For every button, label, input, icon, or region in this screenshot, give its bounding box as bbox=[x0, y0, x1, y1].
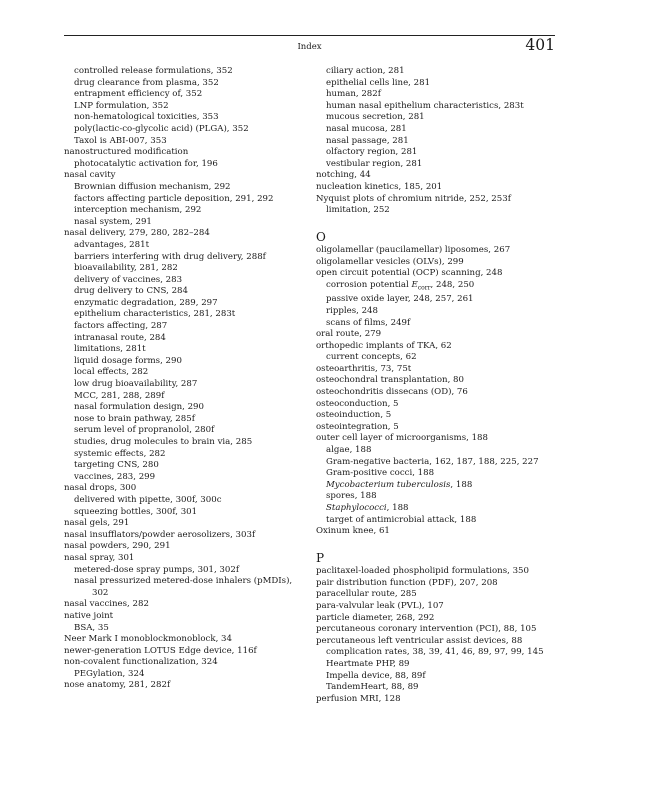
index-subentry: intranasal route, 284 bbox=[74, 332, 166, 343]
index-subentry: BSA, 35 bbox=[74, 622, 109, 633]
index-entry: paclitaxel-loaded phospholipid formulations, 350 bbox=[316, 566, 529, 577]
index-entry: osteoconduction, 5 bbox=[316, 398, 399, 409]
index-subentry: limitation, 252 bbox=[326, 205, 390, 216]
index-subentry: factors affecting, 287 bbox=[74, 321, 168, 332]
index-subentry: bioavailability, 281, 282 bbox=[74, 263, 178, 274]
index-entry: nasal drops, 300 bbox=[64, 483, 137, 494]
index-entry: nasal gels, 291 bbox=[64, 518, 130, 529]
index-spacer bbox=[316, 217, 556, 229]
index-subentry: Impella device, 88, 89f bbox=[326, 670, 426, 681]
index-subentry: Taxol is ABI-007, 353 bbox=[74, 135, 167, 146]
index-subentry: low drug bioavailability, 287 bbox=[74, 379, 198, 390]
index-subentry: ciliary action, 281 bbox=[326, 66, 405, 76]
index-subentry: local effects, 282 bbox=[74, 367, 149, 378]
running-head-title: Index bbox=[297, 42, 322, 52]
index-entry: non-covalent functionalization, 324 bbox=[64, 657, 218, 668]
index-entry: nasal insufflators/powder aerosolizers, 303f bbox=[64, 529, 256, 540]
index-subentry: Mycobacterium tuberculosis, 188 bbox=[326, 479, 473, 490]
index-entry: orthopedic implants of TKA, 62 bbox=[316, 340, 452, 351]
index-entry: osteoarthritis, 73, 75t bbox=[316, 363, 412, 374]
index-entry: osteochondritis dissecans (OD), 76 bbox=[316, 387, 468, 398]
index-subentry: vestibular region, 281 bbox=[326, 158, 423, 169]
index-subentry: factors affecting particle deposition, 291, 292 bbox=[74, 193, 274, 204]
index-subentry: metered-dose spray pumps, 301, 302f bbox=[74, 564, 240, 575]
index-subentry: human, 282f bbox=[326, 89, 381, 100]
index-entry: osteointegration, 5 bbox=[316, 421, 399, 432]
running-head bbox=[64, 38, 555, 58]
index-entry: paracellular route, 285 bbox=[316, 589, 417, 600]
index-entry: open circuit potential (OCP) scanning, 248 bbox=[316, 268, 503, 279]
index-subentry: Brownian diffusion mechanism, 292 bbox=[74, 181, 231, 192]
index-subentry: Gram-positive cocci, 188 bbox=[326, 468, 435, 479]
index-entry: osteochondral transplantation, 80 bbox=[316, 375, 464, 386]
index-subentry: Staphylococci, 188 bbox=[326, 503, 409, 513]
index-entry: nose anatomy, 281, 282f bbox=[64, 680, 171, 691]
index-subentry: 302 bbox=[92, 587, 109, 598]
index-subentry: nasal formulation design, 290 bbox=[74, 402, 204, 413]
index-subentry: photocatalytic activation for, 196 bbox=[74, 158, 218, 169]
index-entry: oral route, 279 bbox=[316, 329, 382, 340]
index-subentry: ripples, 248 bbox=[326, 305, 378, 316]
index-entry: native joint bbox=[64, 610, 114, 621]
index-subentry: passive oxide layer, 248, 257, 261 bbox=[326, 294, 474, 305]
index-subentry: corrosion potential $E_{corr}$, 248, 250 bbox=[326, 280, 475, 292]
index-subentry: interception mechanism, 292 bbox=[74, 205, 202, 216]
index-entry: osteoinduction, 5 bbox=[316, 410, 392, 421]
index-entry: nasal spray, 301 bbox=[64, 552, 135, 563]
index-subentry: complication rates, 38, 39, 41, 46, 89, 97, 99, 145 bbox=[326, 647, 544, 658]
index-entry: nanostructured modification bbox=[64, 147, 189, 158]
index-subentry: target of antimicrobial attack, 188 bbox=[326, 514, 477, 525]
index-section-letter: O bbox=[316, 230, 326, 245]
index-subentry: serum level of propranolol, 280f bbox=[74, 425, 215, 436]
index-subentry: limitations, 281t bbox=[74, 344, 146, 355]
index-subentry: squeezing bottles, 300f, 301 bbox=[74, 506, 198, 517]
index-subentry: barriers interfering with drug delivery, 288f bbox=[74, 251, 266, 262]
index-entry: para-valvular leak (PVL), 107 bbox=[316, 601, 444, 612]
index-column-right bbox=[316, 66, 556, 705]
index-entry: pair distribution function (PDF), 207, 208 bbox=[316, 577, 498, 588]
index-entry: Nyquist plots of chromium nitride, 252, 253f bbox=[316, 193, 511, 204]
index-entry: notching, 44 bbox=[316, 170, 371, 181]
index-subentry: systemic effects, 282 bbox=[74, 448, 166, 459]
index-subentry: delivery of vaccines, 283 bbox=[74, 274, 183, 285]
index-entry: nucleation kinetics, 185, 201 bbox=[316, 181, 443, 192]
index-subentry: TandemHeart, 88, 89 bbox=[326, 682, 419, 693]
index-entry: nasal cavity bbox=[64, 170, 116, 181]
index-subentry: controlled release formulations, 352 bbox=[74, 66, 233, 76]
index-subentry: LNP formulation, 352 bbox=[74, 100, 169, 111]
index-column-left bbox=[64, 66, 304, 692]
index-entry: oligolamellar vesicles (OLVs), 299 bbox=[316, 256, 464, 267]
index-subentry: nasal mucosa, 281 bbox=[326, 123, 407, 134]
header-rule bbox=[64, 35, 555, 36]
index-entry: outer cell layer of microorganisms, 188 bbox=[316, 433, 488, 444]
index-subentry: olfactory region, 281 bbox=[326, 147, 418, 158]
index-entry: Oxinum knee, 61 bbox=[316, 526, 390, 537]
index-spacer bbox=[316, 538, 556, 550]
index-subentry: non-hematological toxicities, 353 bbox=[74, 112, 219, 123]
index-subentry: liquid dosage forms, 290 bbox=[74, 355, 182, 366]
index-subentry: poly(lactic-co-glycolic acid) (PLGA), 352 bbox=[74, 123, 249, 134]
index-subentry: studies, drug molecules to brain via, 285 bbox=[74, 437, 253, 447]
index-subentry: scans of films, 249f bbox=[326, 317, 411, 328]
index-entry: nasal powders, 290, 291 bbox=[64, 541, 171, 552]
index-subentry: nasal pressurized metered-dose inhalers (pMDIs), bbox=[74, 576, 293, 587]
index-entry: nasal delivery, 279, 280, 282–284 bbox=[64, 228, 210, 239]
index-subentry: PEGylation, 324 bbox=[74, 668, 145, 679]
index-subentry: epithelium characteristics, 281, 283t bbox=[74, 309, 236, 320]
index-subentry: mucous secretion, 281 bbox=[326, 112, 425, 123]
index-section-letter: P bbox=[316, 551, 325, 566]
index-subentry: advantages, 281t bbox=[74, 239, 150, 250]
index-subentry: epithelial cells line, 281 bbox=[326, 77, 431, 88]
index-entry: percutaneous left ventricular assist devices, 88 bbox=[316, 635, 523, 646]
index-subentry: entrapment efficiency of, 352 bbox=[74, 89, 203, 100]
index-subentry: nasal passage, 281 bbox=[326, 135, 409, 146]
index-entry: oligolamellar (paucilamellar) liposomes, 267 bbox=[316, 245, 511, 256]
index-subentry: drug delivery to CNS, 284 bbox=[74, 286, 188, 297]
page-number: 401 bbox=[525, 36, 555, 54]
index-subentry: current concepts, 62 bbox=[326, 352, 417, 363]
index-subentry: targeting CNS, 280 bbox=[74, 460, 159, 471]
index-subentry: spores, 188 bbox=[326, 491, 377, 502]
index-entry: Neer Mark I monoblockmonoblock, 34 bbox=[64, 634, 232, 645]
index-subentry: drug clearance from plasma, 352 bbox=[74, 77, 219, 88]
index-subentry: nasal system, 291 bbox=[74, 216, 152, 227]
index-subentry: Heartmate PHP, 89 bbox=[326, 659, 410, 670]
index-subentry: algae, 188 bbox=[326, 445, 372, 456]
index-entry: perfusion MRI, 128 bbox=[316, 693, 401, 704]
index-subentry: human nasal epithelium characteristics, 283t bbox=[326, 100, 524, 111]
index-subentry: MCC, 281, 288, 289f bbox=[74, 390, 165, 401]
index-entry: percutaneous coronary intervention (PCI), 88, 105 bbox=[316, 624, 537, 635]
index-entry: particle diameter, 268, 292 bbox=[316, 612, 435, 623]
index-subentry: enzymatic degradation, 289, 297 bbox=[74, 297, 218, 308]
index-subentry: Gram-negative bacteria, 162, 187, 188, 225, 227 bbox=[326, 456, 539, 467]
index-subentry: vaccines, 283, 299 bbox=[74, 471, 156, 482]
index-entry: newer-generation LOTUS Edge device, 116f bbox=[64, 645, 257, 656]
index-subentry: delivered with pipette, 300f, 300c bbox=[74, 494, 222, 505]
index-entry: nasal vaccines, 282 bbox=[64, 599, 149, 610]
index-subentry: nose to brain pathway, 285f bbox=[74, 413, 195, 424]
